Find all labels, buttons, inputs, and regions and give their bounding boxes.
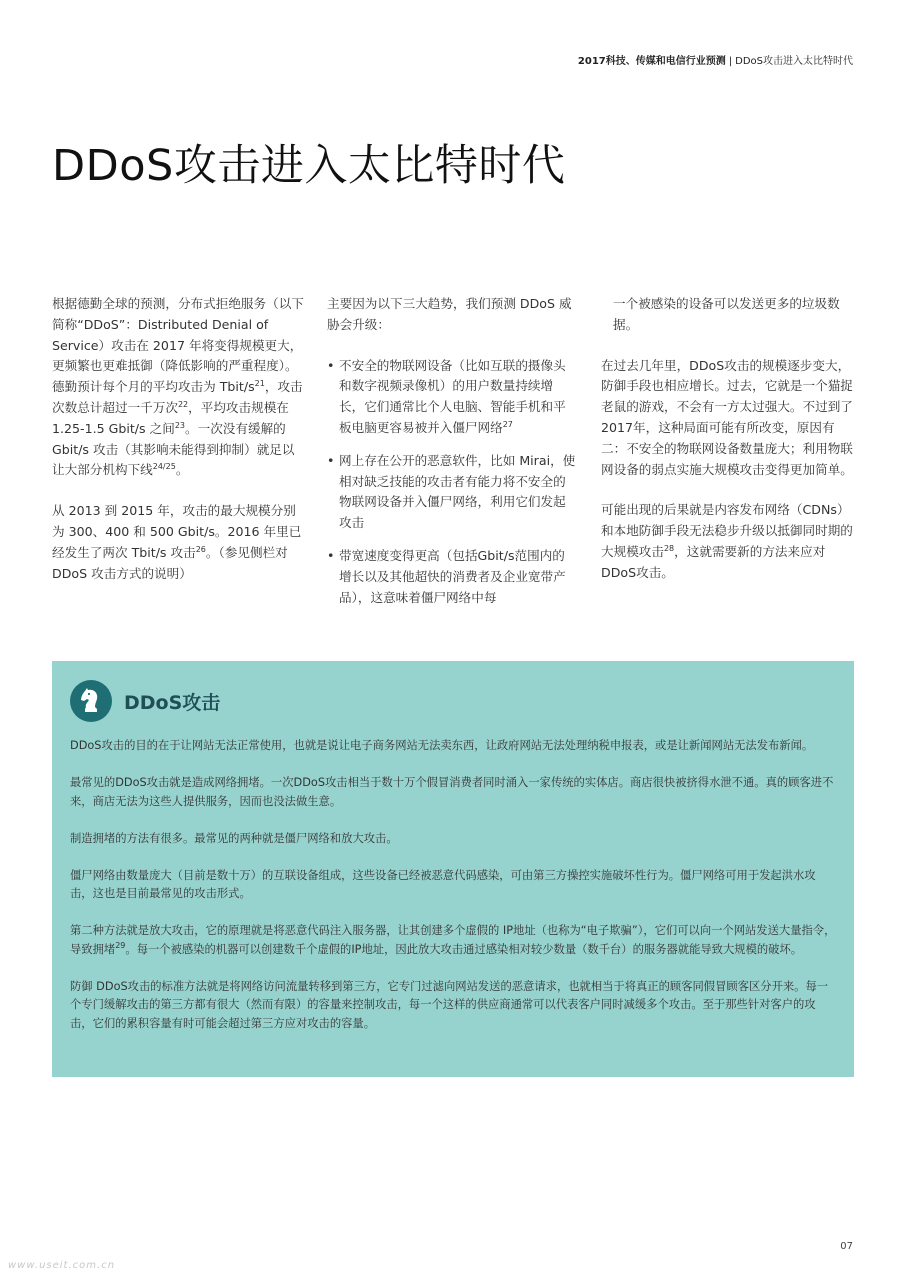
footnote-ref: 22 <box>177 399 189 409</box>
text: ，攻击次数总计超过一千万次 <box>52 379 303 415</box>
text: 网上存在公开的恶意软件，比如 Mirai，使相对缺乏技能的攻击者有能力将不安全的物联网设备并入僵尸网络，利用它们发起攻击 <box>339 452 576 531</box>
page-title: DDoS攻击进入太比特时代 <box>52 141 566 191</box>
col3-paragraph-2 <box>601 500 853 583</box>
list-item <box>327 546 577 608</box>
text: 根据德勤全球的预测，分布式拒绝服务（以下简称“DDoS”：Distributed Denial of Service）攻击在 2017 年将变得规模更大，更频繁也更难抵御（降低影响的严重程度）。德勤预计每个月的平均攻击为 Tbit/s <box>52 296 304 395</box>
sidebar-title: DDoS攻击 <box>124 691 221 714</box>
text: 第二种方法就是放大攻击，它的原理就是将恶意代码注入服务器，让其创建多个虚假的 IP地址（也称为“电子欺骗”），它们可以向一个网站发送大量指令，导致拥堵 <box>70 924 836 956</box>
text: 带宽速度变得更高（包括Gbit/s范围内的增长以及其他超快的消费者及企业宽带产品），这意味着僵尸网络中每 <box>339 547 566 605</box>
watermark: www.useit.com.cn <box>8 1260 116 1271</box>
text: ，平均攻击规模在 1.25-1.5 Gbit/s 之间 <box>52 399 289 436</box>
footnote-ref: 27 <box>502 419 513 429</box>
column-2 <box>327 294 577 620</box>
text: ，这就需要新的方法来应对DDoS攻击。 <box>601 543 826 580</box>
footnote-ref: 21 <box>254 379 265 388</box>
list-item <box>327 356 577 439</box>
text: 。每一个被感染的机器可以创建数千个虚假的IP地址，因此放大攻击通过感染相对较少数量（数千台）的服务器就能导致大规模的破坏。 <box>125 942 803 956</box>
col3-paragraph-1: 在过去几年里，DDoS攻击的规模逐步变大，防御手段也相应增长。过去，它就是一个猫捉老鼠的游戏，不会有一方太过强大。不过到了2017年，这种局面可能有所改变，原因有二：不安全的物联网设备数量庞大；利用物联网设备的弱点实施大规模攻击变得更加简单。 <box>601 357 853 477</box>
footnote-ref: 23 <box>174 420 185 430</box>
col1-paragraph-2 <box>52 501 304 584</box>
running-header <box>578 52 853 67</box>
column-1 <box>52 294 304 604</box>
sidebar-paragraph: 制造拥堵的方法有很多。最常见的两种就是僵尸网络和放大攻击。 <box>70 831 398 845</box>
text: 。一次没有缓解的 Gbit/s 攻击（其影响未能得到抑制）就足以让大部分机构下线 <box>52 420 295 478</box>
sidebar-paragraph: 防御 DDoS攻击的标准方法就是将网络访问流量转移到第三方，它专门过滤向网站发送的恶意请求，也就相当于将真正的顾客同假冒顾客区分开来。每一个专门缓解攻击的第三方都有很大（然而有限）的容量来控制攻击，每一个这样的供应商通常可以代表客户同时减缓多个攻击。至于那些针对客户的攻击，它们的累积容量有时可能会超过第三方应对攻击的容量。 <box>70 979 829 1030</box>
footnote-ref: 29 <box>115 940 126 950</box>
text: 可能出现的后果就是内容发布网络（CDNs）和本地防御手段无法稳步升级以抵御同时期的大规模攻击 <box>601 502 853 559</box>
sidebar-paragraph: DDoS攻击的目的在于让网站无法正常使用，也就是说让电子商务网站无法卖东西，让政府网站无法处理纳税申报表，或是让新闻网站无法发布新闻。 <box>70 739 814 752</box>
footnote-ref: 26 <box>195 544 206 554</box>
col1-paragraph-1 <box>52 294 304 481</box>
text: 。（参见侧栏对 DDoS 攻击方式的说明） <box>52 544 288 581</box>
trend-list <box>327 356 577 609</box>
sidebar-paragraph: 僵尸网络由数量庞大（目前是数十万）的互联设备组成，这些设备已经被恶意代码感染，可由第三方操控实施破坏性行为。僵尸网络可用于发起洪水攻击，这也是目前最常见的攻击形式。 <box>70 868 816 900</box>
footnote-ref: 24/25 <box>152 462 176 472</box>
col2-intro: 主要因为以下三大趋势，我们预测 DDoS 威胁会升级： <box>327 296 572 332</box>
header-separator: | <box>728 56 733 67</box>
text: 。 <box>175 462 189 478</box>
text: 不安全的物联网设备（比如互联的摄像头和数字视频录像机）的用户数量持续增长，它们通常比个人电脑、智能手机和平板电脑更容易被并入僵尸网络 <box>339 357 566 435</box>
list-item <box>327 451 577 534</box>
sidebar-paragraph <box>70 922 836 959</box>
sidebar-paragraph: 最常见的DDoS攻击就是造成网络拥堵。一次DDoS攻击相当于数十万个假冒消费者同时涌入一家传统的实体店。商店很快被挤得水泄不通。真的顾客进不来，商店无法为这些人提供服务，因而也没法做生意。 <box>70 776 834 808</box>
chess-knight-glyph <box>79 688 103 714</box>
column-3 <box>601 294 853 604</box>
sidebar-header <box>70 679 836 723</box>
sidebar-body <box>70 737 836 1033</box>
page-number: 07 <box>840 1241 853 1252</box>
ddos-sidebar <box>52 661 854 1077</box>
text: 从 2013 到 2015 年，攻击的最大规模分别为 300、400 和 500 Gbit/s。2016 年里已经发生了两次 Tbit/s 攻击 <box>52 503 302 560</box>
header-section-name: DDoS攻击进入太比特时代 <box>735 56 853 67</box>
header-report-name: 2017科技、传媒和电信行业预测 <box>577 56 726 67</box>
footnote-ref: 28 <box>663 543 675 553</box>
chess-knight-icon <box>70 680 112 722</box>
col3-continuation: 一个被感染的设备可以发送更多的垃圾数据。 <box>613 296 840 332</box>
